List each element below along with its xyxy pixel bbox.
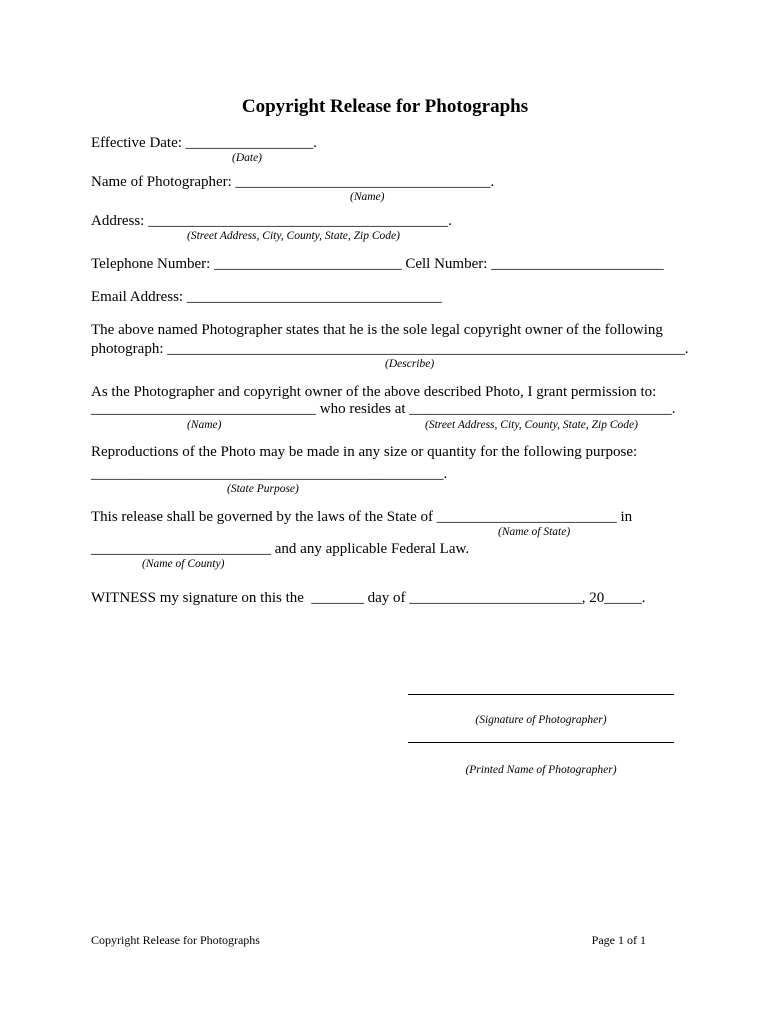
signature-caption: (Signature of Photographer) — [475, 714, 607, 726]
state-caption: (Name of State) — [498, 526, 571, 538]
purpose-field: _______________________________________________. — [91, 466, 448, 482]
grantee-field: ______________________________ who resides at ___________________________________. — [91, 401, 676, 417]
permission-statement: As the Photographer and copyright owner of the above described Photo, I grant permission to: — [91, 384, 657, 400]
effective-date-field: Effective Date: _________________. — [91, 135, 317, 151]
photographer-name-field: Name of Photographer: __________________________________. — [91, 174, 495, 190]
reproductions-statement: Reproductions of the Photo may be made in any size or quantity for the following purpose: — [91, 444, 638, 460]
footer-title: Copyright Release for Photographs — [91, 933, 260, 947]
printed-name-caption: (Printed Name of Photographer) — [465, 764, 617, 776]
phone-numbers-line: Telephone Number: _________________________ Cell Number: _______________________ — [91, 256, 664, 272]
address-caption: (Street Address, City, County, State, Zip Code) — [187, 230, 400, 242]
page-number: Page 1 of 1 — [591, 933, 646, 947]
address-field: Address: ________________________________________. — [91, 213, 452, 229]
witness-statement: WITNESS my signature on this the _______ day of _______________________, 20_____. — [91, 590, 646, 606]
grantee-name-caption: (Name) — [187, 419, 222, 431]
ownership-statement: The above named Photographer states that he is the sole legal copyright owner of the following — [91, 322, 663, 338]
grantee-address-caption: (Street Address, City, County, State, Zip Code) — [425, 419, 638, 431]
photograph-description-field: photograph: _____________________________________________________________________. — [91, 341, 689, 357]
county-field: ________________________ and any applicable Federal Law. — [91, 541, 470, 557]
document-title: Copyright Release for Photographs — [241, 96, 529, 117]
purpose-caption: (State Purpose) — [227, 483, 299, 495]
signature-line — [408, 694, 674, 695]
photographer-name-caption: (Name) — [350, 191, 385, 203]
describe-caption: (Describe) — [385, 358, 435, 370]
governing-law-statement: This release shall be governed by the laws of the State of ________________________ in — [91, 509, 633, 525]
email-line: Email Address: __________________________________ — [91, 289, 442, 305]
effective-date-caption: (Date) — [232, 152, 263, 164]
printed-name-line — [408, 742, 674, 743]
county-caption: (Name of County) — [142, 558, 225, 570]
